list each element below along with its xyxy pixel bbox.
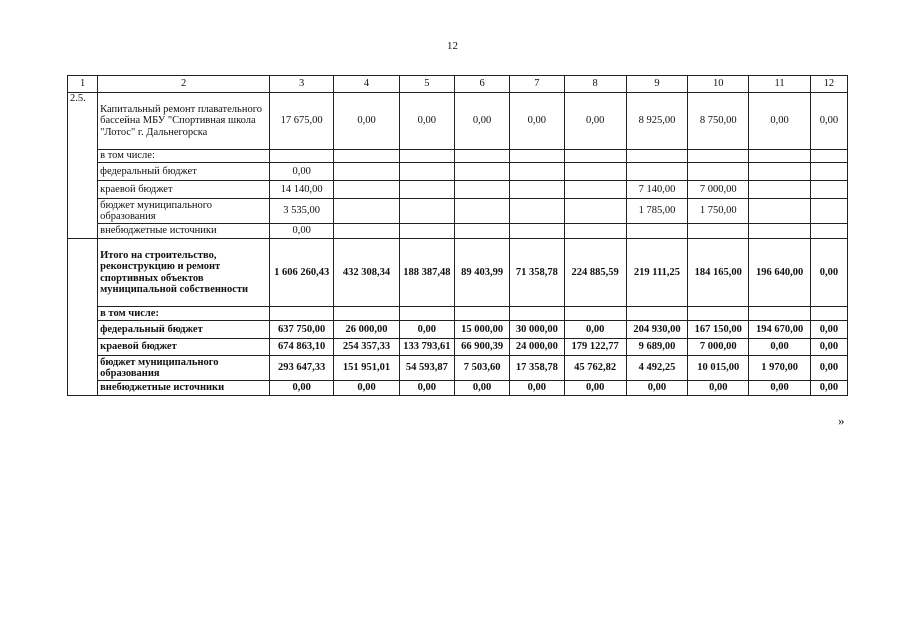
item-source-value-col-6 (454, 224, 509, 239)
total-sub-empty-col-4 (334, 307, 399, 321)
item-source-value-col-11 (749, 199, 810, 224)
item-source-value-col-4 (334, 181, 399, 199)
total-code-empty (68, 239, 98, 396)
item-sub-empty-col-11 (749, 150, 810, 163)
total-value-col-11: 196 640,00 (749, 239, 810, 307)
item-source-value-col-8 (564, 181, 626, 199)
item-source-value-col-4 (334, 163, 399, 181)
item-source-value-col-11 (749, 224, 810, 239)
item-value-col-10: 8 750,00 (688, 93, 749, 150)
total-source-value-col-11: 194 670,00 (749, 321, 810, 339)
total-sub-label-row (68, 307, 848, 321)
total-value-col-4: 432 308,34 (334, 239, 399, 307)
total-source-value-col-7: 30 000,00 (510, 321, 564, 339)
item-source-value-col-9 (626, 224, 687, 239)
item-row (68, 93, 848, 150)
item-source-value-col-11 (749, 181, 810, 199)
total-source-value-col-9: 4 492,25 (626, 356, 687, 381)
total-source-value-col-8: 0,00 (564, 381, 626, 396)
item-sub-empty-col-6 (454, 150, 509, 163)
total-source-value-col-8: 0,00 (564, 321, 626, 339)
item-source-value-col-4 (334, 199, 399, 224)
header-cell-5: 5 (399, 76, 454, 93)
item-value-col-4: 0,00 (334, 93, 399, 150)
total-sub-empty-col-12 (810, 307, 847, 321)
item-source-value-col-4 (334, 224, 399, 239)
total-name: Итого на строительство, реконструкцию и ремонт спортивных объектов муниципальной собственности (98, 239, 270, 307)
total-sub-empty-col-3 (270, 307, 334, 321)
total-source-row (68, 356, 848, 381)
total-source-label: бюджет муниципального образования (98, 356, 270, 381)
total-sub-empty-col-6 (454, 307, 509, 321)
item-source-value-col-10: 7 000,00 (688, 181, 749, 199)
total-source-value-col-10: 7 000,00 (688, 339, 749, 356)
item-value-col-7: 0,00 (510, 93, 564, 150)
total-source-value-col-4: 254 357,33 (334, 339, 399, 356)
total-source-value-col-11: 0,00 (749, 381, 810, 396)
item-source-value-col-12 (810, 181, 847, 199)
item-sub-label-row (68, 150, 848, 163)
item-source-value-col-9 (626, 163, 687, 181)
total-value-col-7: 71 358,78 (510, 239, 564, 307)
item-value-col-11: 0,00 (749, 93, 810, 150)
item-value-col-12: 0,00 (810, 93, 847, 150)
total-value-col-8: 224 885,59 (564, 239, 626, 307)
total-source-value-col-4: 26 000,00 (334, 321, 399, 339)
total-source-row (68, 339, 848, 356)
header-cell-6: 6 (454, 76, 509, 93)
total-sub-label: в том числе: (98, 307, 270, 321)
item-source-value-col-8 (564, 163, 626, 181)
item-source-row (68, 224, 848, 239)
header-cell-11: 11 (749, 76, 810, 93)
header-cell-7: 7 (510, 76, 564, 93)
total-source-value-col-5: 54 593,87 (399, 356, 454, 381)
item-value-col-8: 0,00 (564, 93, 626, 150)
item-value-col-9: 8 925,00 (626, 93, 687, 150)
total-source-value-col-11: 1 970,00 (749, 356, 810, 381)
item-source-value-col-10 (688, 224, 749, 239)
header-cell-12: 12 (810, 76, 847, 93)
item-source-value-col-8 (564, 224, 626, 239)
item-source-value-col-12 (810, 199, 847, 224)
total-value-col-10: 184 165,00 (688, 239, 749, 307)
total-source-value-col-9: 9 689,00 (626, 339, 687, 356)
item-value-col-5: 0,00 (399, 93, 454, 150)
item-source-value-col-6 (454, 163, 509, 181)
item-source-value-col-7 (510, 199, 564, 224)
total-source-value-col-5: 0,00 (399, 381, 454, 396)
item-source-row (68, 199, 848, 224)
item-source-row (68, 181, 848, 199)
total-value-col-3: 1 606 260,43 (270, 239, 334, 307)
item-sub-empty-col-5 (399, 150, 454, 163)
item-sub-empty-col-9 (626, 150, 687, 163)
item-source-value-col-12 (810, 224, 847, 239)
item-source-row (68, 163, 848, 181)
total-source-value-col-12: 0,00 (810, 356, 847, 381)
item-source-value-col-3: 3 535,00 (270, 199, 334, 224)
total-source-value-col-3: 637 750,00 (270, 321, 334, 339)
total-source-value-col-5: 0,00 (399, 321, 454, 339)
total-source-value-col-9: 204 930,00 (626, 321, 687, 339)
item-source-value-col-7 (510, 163, 564, 181)
total-source-row (68, 381, 848, 396)
page-number: 12 (447, 40, 458, 52)
total-source-value-col-7: 17 358,78 (510, 356, 564, 381)
header-cell-8: 8 (564, 76, 626, 93)
closing-quote: » (838, 413, 845, 428)
item-source-value-col-5 (399, 224, 454, 239)
total-source-value-col-10: 167 150,00 (688, 321, 749, 339)
total-source-value-col-12: 0,00 (810, 339, 847, 356)
item-source-label: бюджет муниципального образования (98, 199, 270, 224)
total-sub-empty-col-5 (399, 307, 454, 321)
item-source-value-col-5 (399, 181, 454, 199)
header-cell-10: 10 (688, 76, 749, 93)
item-source-value-col-6 (454, 199, 509, 224)
total-source-label: краевой бюджет (98, 339, 270, 356)
total-source-value-col-8: 179 122,77 (564, 339, 626, 356)
header-cell-3: 3 (270, 76, 334, 93)
total-source-value-col-8: 45 762,82 (564, 356, 626, 381)
item-sub-empty-col-10 (688, 150, 749, 163)
item-source-label: федеральный бюджет (98, 163, 270, 181)
total-source-value-col-7: 24 000,00 (510, 339, 564, 356)
item-sub-empty-col-8 (564, 150, 626, 163)
item-source-value-col-10: 1 750,00 (688, 199, 749, 224)
header-cell-9: 9 (626, 76, 687, 93)
item-source-label: внебюджетные источники (98, 224, 270, 239)
item-name: Капитальный ремонт плавательного бассейна МБУ "Спортивная школа "Лотос" г. Дальнегорска (98, 93, 270, 150)
total-source-value-col-10: 10 015,00 (688, 356, 749, 381)
item-source-value-col-9: 1 785,00 (626, 199, 687, 224)
item-source-value-col-6 (454, 181, 509, 199)
item-sub-empty-col-7 (510, 150, 564, 163)
item-sub-empty-col-12 (810, 150, 847, 163)
total-source-value-col-3: 674 863,10 (270, 339, 334, 356)
header-cell-1: 1 (68, 76, 98, 93)
total-source-value-col-3: 293 647,33 (270, 356, 334, 381)
item-source-value-col-5 (399, 163, 454, 181)
total-sub-empty-col-10 (688, 307, 749, 321)
total-sub-empty-col-7 (510, 307, 564, 321)
total-source-value-col-4: 151 951,01 (334, 356, 399, 381)
total-source-value-col-6: 0,00 (454, 381, 509, 396)
item-source-value-col-3: 14 140,00 (270, 181, 334, 199)
total-row (68, 239, 848, 307)
total-source-value-col-11: 0,00 (749, 339, 810, 356)
header-cell-4: 4 (334, 76, 399, 93)
item-source-value-col-9: 7 140,00 (626, 181, 687, 199)
total-source-value-col-3: 0,00 (270, 381, 334, 396)
item-source-value-col-8 (564, 199, 626, 224)
total-value-col-5: 188 387,48 (399, 239, 454, 307)
total-value-col-6: 89 403,99 (454, 239, 509, 307)
item-source-label: краевой бюджет (98, 181, 270, 199)
total-source-value-col-9: 0,00 (626, 381, 687, 396)
total-source-value-col-12: 0,00 (810, 381, 847, 396)
item-source-value-col-11 (749, 163, 810, 181)
total-sub-empty-col-11 (749, 307, 810, 321)
budget-table (67, 75, 848, 396)
total-source-value-col-4: 0,00 (334, 381, 399, 396)
total-sub-empty-col-8 (564, 307, 626, 321)
total-source-row (68, 321, 848, 339)
item-value-col-6: 0,00 (454, 93, 509, 150)
total-source-value-col-12: 0,00 (810, 321, 847, 339)
total-value-col-12: 0,00 (810, 239, 847, 307)
item-source-value-col-10 (688, 163, 749, 181)
total-source-label: федеральный бюджет (98, 321, 270, 339)
item-sub-empty-col-3 (270, 150, 334, 163)
item-source-value-col-3: 0,00 (270, 163, 334, 181)
total-source-value-col-6: 66 900,39 (454, 339, 509, 356)
total-sub-empty-col-9 (626, 307, 687, 321)
header-row (68, 76, 848, 93)
item-code: 2.5. (68, 93, 98, 239)
item-source-value-col-12 (810, 163, 847, 181)
item-source-value-col-5 (399, 199, 454, 224)
total-source-value-col-6: 15 000,00 (454, 321, 509, 339)
item-value-col-3: 17 675,00 (270, 93, 334, 150)
item-sub-empty-col-4 (334, 150, 399, 163)
total-source-label: внебюджетные источники (98, 381, 270, 396)
total-source-value-col-6: 7 503,60 (454, 356, 509, 381)
total-source-value-col-10: 0,00 (688, 381, 749, 396)
total-value-col-9: 219 111,25 (626, 239, 687, 307)
item-source-value-col-7 (510, 224, 564, 239)
header-cell-2: 2 (98, 76, 270, 93)
item-sub-label: в том числе: (98, 150, 270, 163)
total-source-value-col-5: 133 793,61 (399, 339, 454, 356)
total-source-value-col-7: 0,00 (510, 381, 564, 396)
item-source-value-col-3: 0,00 (270, 224, 334, 239)
item-source-value-col-7 (510, 181, 564, 199)
